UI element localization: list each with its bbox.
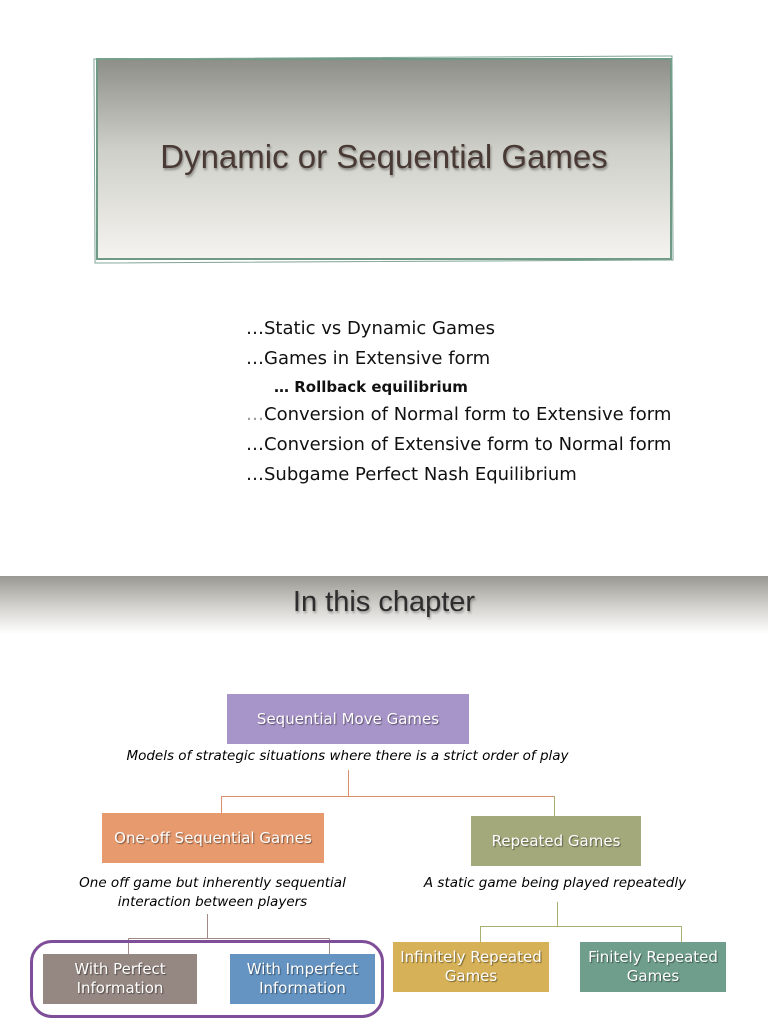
connector — [557, 902, 558, 926]
topic-subitem: … Rollback equilibrium — [274, 378, 468, 396]
chapter-header — [0, 576, 768, 634]
finitely-repeated-games-box: Finitely Repeated Games — [580, 942, 726, 992]
chapter-title: In this chapter — [292, 586, 476, 618]
connector — [221, 796, 555, 797]
repeated-games-box: Repeated Games — [471, 816, 641, 866]
connector — [348, 770, 349, 796]
one-off-caption: One off game but inherently sequential interaction between players — [79, 875, 346, 910]
connector — [221, 796, 222, 813]
topic-item: …Static vs Dynamic Games — [246, 318, 496, 339]
topic-item: …Conversion of Extensive form to Normal form — [246, 434, 672, 455]
slide-title: Dynamic or Sequential Games — [160, 138, 608, 175]
topic-item: …Games in Extensive form — [246, 348, 491, 369]
sequential-move-games-box: Sequential Move Games — [227, 694, 469, 744]
topic-item: …Conversion of Normal form to Extensive form — [246, 404, 672, 425]
perfect-information-box: With Perfect Information — [43, 954, 197, 1004]
title-box — [96, 58, 672, 260]
topic-list — [246, 314, 671, 490]
sequential-move-games-caption: Models of strategic situations where there is a strict order of play — [126, 748, 569, 764]
connector — [480, 926, 481, 942]
topic-item: …Subgame Perfect Nash Equilibrium — [246, 464, 577, 485]
imperfect-information-box: With Imperfect Information — [230, 954, 375, 1004]
repeated-caption: A static game being played repeatedly — [423, 875, 687, 891]
infinitely-repeated-games-box: Infinitely Repeated Games — [393, 942, 549, 992]
one-off-sequential-games-box: One-off Sequential Games — [102, 813, 324, 863]
connector — [128, 938, 330, 939]
connector — [207, 914, 208, 938]
connector — [480, 926, 682, 927]
connector — [681, 926, 682, 942]
connector — [554, 796, 555, 816]
